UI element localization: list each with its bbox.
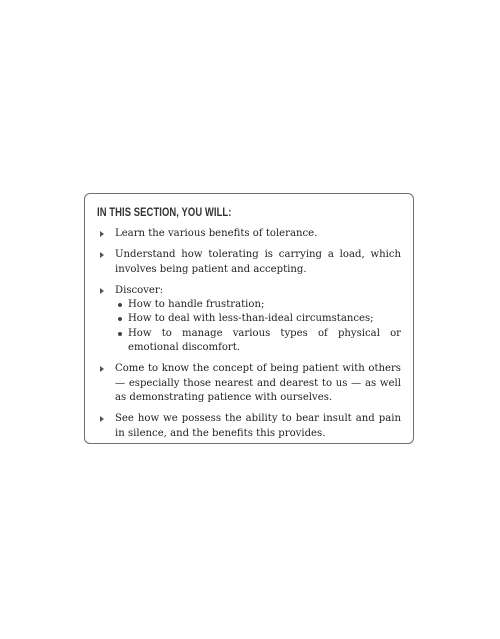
list-item	[97, 284, 401, 355]
list-item	[97, 248, 401, 277]
dot-icon	[118, 332, 122, 336]
triangle-right-icon	[100, 288, 104, 294]
list-item-text: Discover:	[115, 284, 164, 296]
sub-list-item	[115, 327, 401, 356]
sub-list	[115, 298, 401, 355]
triangle-right-icon	[100, 366, 104, 372]
sub-list-item	[115, 298, 401, 312]
objectives-list	[97, 227, 401, 441]
triangle-right-icon	[100, 416, 104, 422]
sub-list-item-text: How to deal with less-than-ideal circumstances;	[128, 313, 374, 325]
triangle-right-icon	[100, 231, 104, 237]
sub-list-item-text: How to handle frustration;	[128, 299, 265, 311]
dot-icon	[118, 317, 122, 321]
list-item	[97, 412, 401, 441]
list-item	[97, 227, 401, 241]
list-item-text: Understand how tolerating is carrying a load, which involves being patient and accepting.	[115, 249, 401, 275]
list-item-text: See how we possess the ability to bear insult and pain in silence, and the benefits this provides.	[115, 413, 401, 439]
list-item	[97, 362, 401, 405]
sub-list-item-text: How to manage various types of physical or emotional discomfort.	[128, 327, 401, 354]
triangle-right-icon	[100, 252, 104, 258]
sub-list-item	[115, 312, 401, 326]
section-heading: IN THIS SECTION, YOU WILL:	[97, 207, 232, 219]
list-item-text: Learn the various benefits of tolerance.	[115, 228, 318, 239]
section-summary-box	[84, 193, 414, 444]
list-item-text: Come to know the concept of being patient with others — especially those nearest and dearest to us — as well as demonstrating patience with ourselves.	[115, 363, 401, 403]
dot-icon	[118, 303, 122, 307]
